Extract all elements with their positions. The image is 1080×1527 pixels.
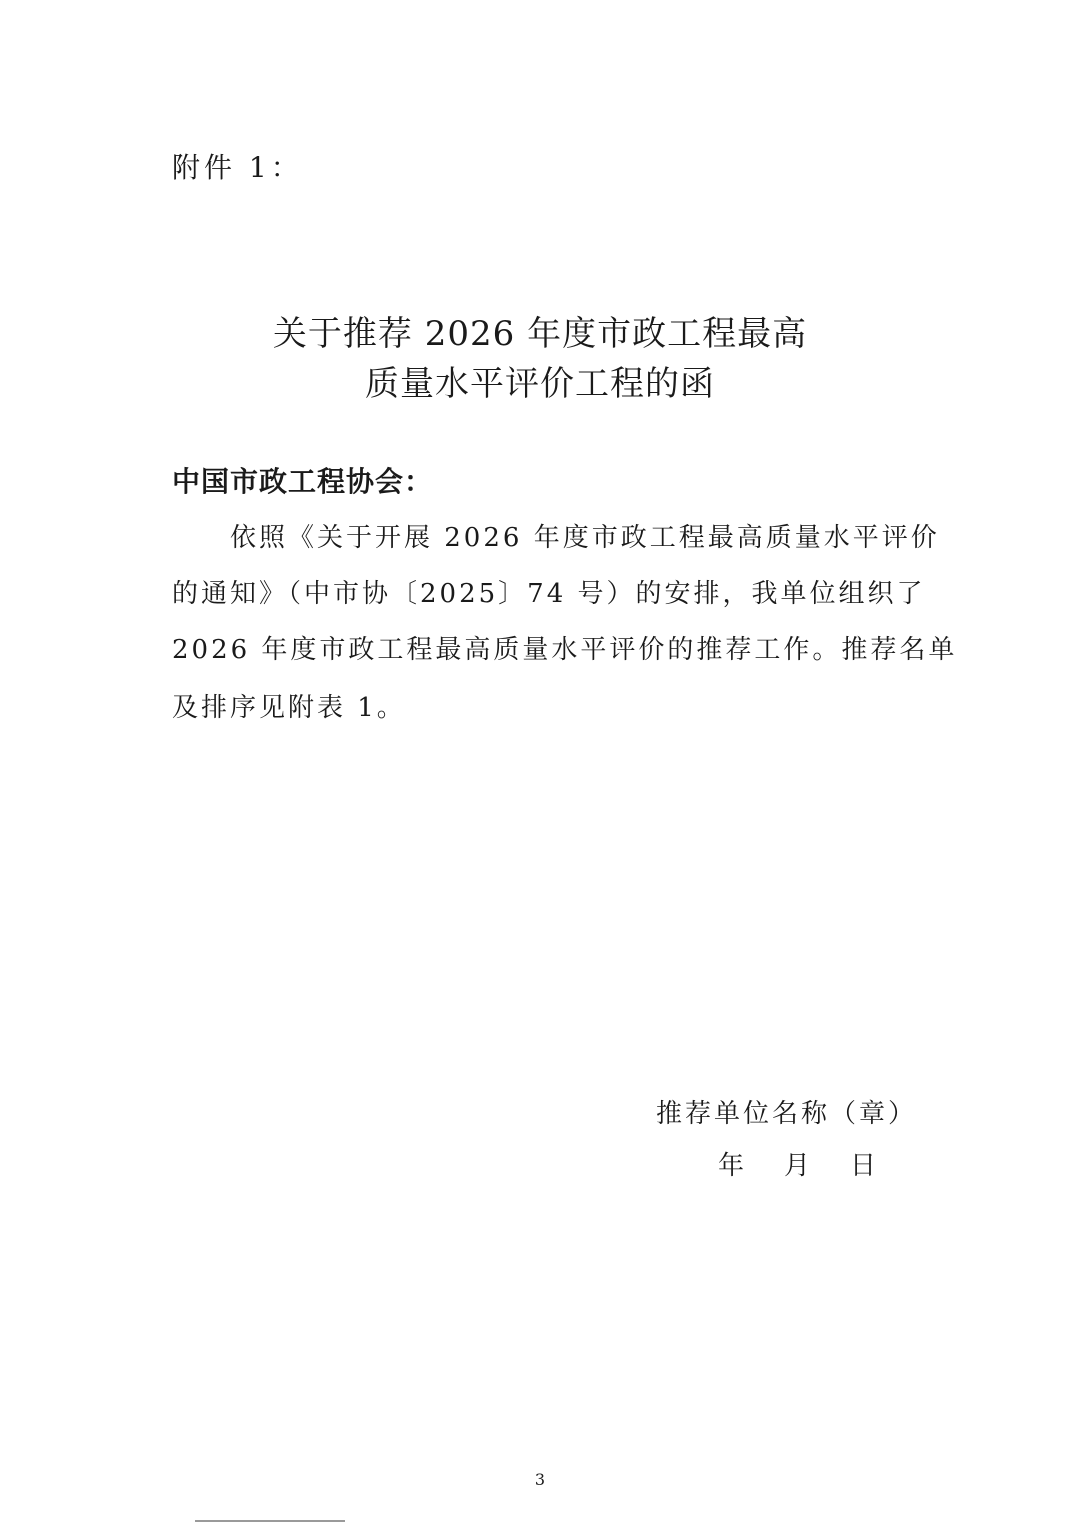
body-line-2: 的通知》（中市协〔2025〕74 号）的安排，我单位组织了 — [172, 579, 926, 609]
document-title-line-2: 质量水平评价工程的函 — [365, 364, 715, 404]
date-year: 年 — [718, 1151, 745, 1181]
page-number: 3 — [534, 1470, 546, 1489]
scan-edge-mark — [195, 1520, 345, 1522]
body-line-4: 及排序见附表 1。 — [172, 693, 406, 723]
date-line — [718, 1144, 876, 1188]
attachment-label: 附件 1： — [172, 151, 303, 184]
date-month: 月 — [784, 1151, 811, 1181]
signature-line: 推荐单位名称（章） — [656, 1099, 918, 1129]
date-day: 日 — [850, 1151, 877, 1181]
body-line-3: 2026 年度市政工程最高质量水平评价的推荐工作。推荐名单 — [172, 635, 958, 665]
document-title-line-1: 关于推荐 2026 年度市政工程最高 — [272, 314, 808, 354]
addressee: 中国市政工程协会： — [172, 465, 434, 498]
body-line-1: 依照《关于开展 2026 年度市政工程最高质量水平评价 — [230, 523, 940, 553]
